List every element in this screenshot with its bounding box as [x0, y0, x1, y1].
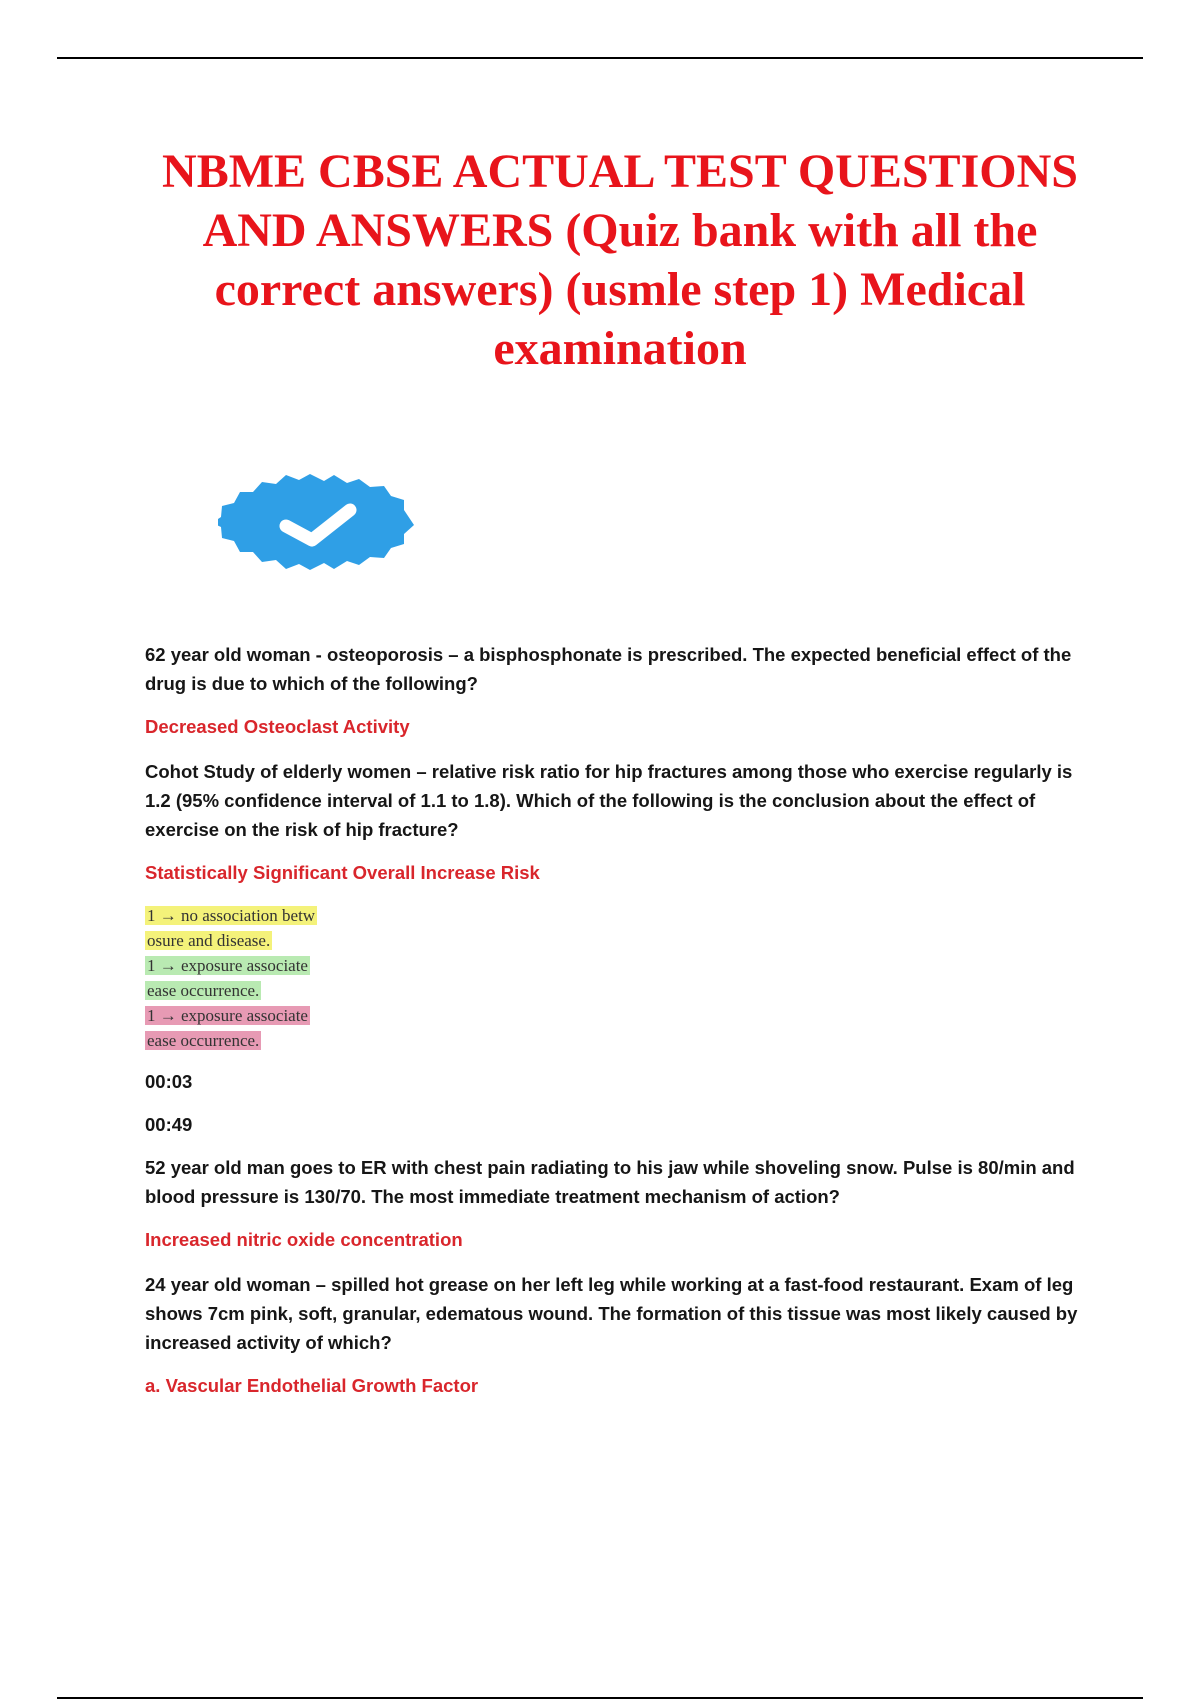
timestamp: 00:49 — [145, 1114, 193, 1135]
snippet-line: ease occurrence. — [147, 1031, 260, 1050]
document-title: NBME CBSE ACTUAL TEST QUESTIONS AND ANSWERS (Quiz bank with all the correct answers) (usmle step 1) Medical examination — [162, 145, 1078, 375]
bottom-rule — [57, 1697, 1143, 1699]
answer-text: a. Vascular Endothelial Growth Factor — [145, 1375, 479, 1396]
question-text: 24 year old woman – spilled hot grease on her left leg while working at a fast-food restaurant. Exam of leg shows 7cm pink, soft, granular, edematous wound. The formation of this tissue was most likely caused by increased activity of which? — [145, 1274, 1078, 1353]
snippet-line: osure and disease. — [147, 931, 271, 950]
answer-text: Decreased Osteoclast Activity — [145, 716, 410, 737]
answer-text: Statistically Significant Overall Increase Risk — [145, 862, 540, 883]
question-text: Cohot Study of elderly women – relative risk ratio for hip fractures among those who exercise regularly is 1.2 (95% confidence interval of 1.1 to 1.8). Which of the following is the conclusion about the effect of exercise on the risk of hip fracture? — [145, 761, 1073, 840]
question-text: 62 year old woman - osteoporosis – a bisphosphonate is prescribed. The expected beneficial effect of the drug is due to which of the following? — [145, 644, 1072, 694]
snippet-line: 1 → no association betw — [147, 906, 316, 925]
answer-text: Increased nitric oxide concentration — [145, 1229, 463, 1250]
verified-check-badge-icon — [218, 468, 414, 582]
snippet-line: 1 → exposure associate — [147, 1006, 308, 1025]
highlighted-notes-image — [145, 903, 330, 1053]
content-body — [145, 640, 1080, 1416]
timestamp: 00:03 — [145, 1071, 193, 1092]
question-text: 52 year old man goes to ER with chest pain radiating to his jaw while shoveling snow. Pulse is 80/min and blood pressure is 130/70. The most immediate treatment mechanism of action? — [145, 1157, 1075, 1207]
snippet-line: 1 → exposure associate — [147, 956, 308, 975]
top-rule — [57, 57, 1143, 59]
snippet-line: ease occurrence. — [147, 981, 260, 1000]
